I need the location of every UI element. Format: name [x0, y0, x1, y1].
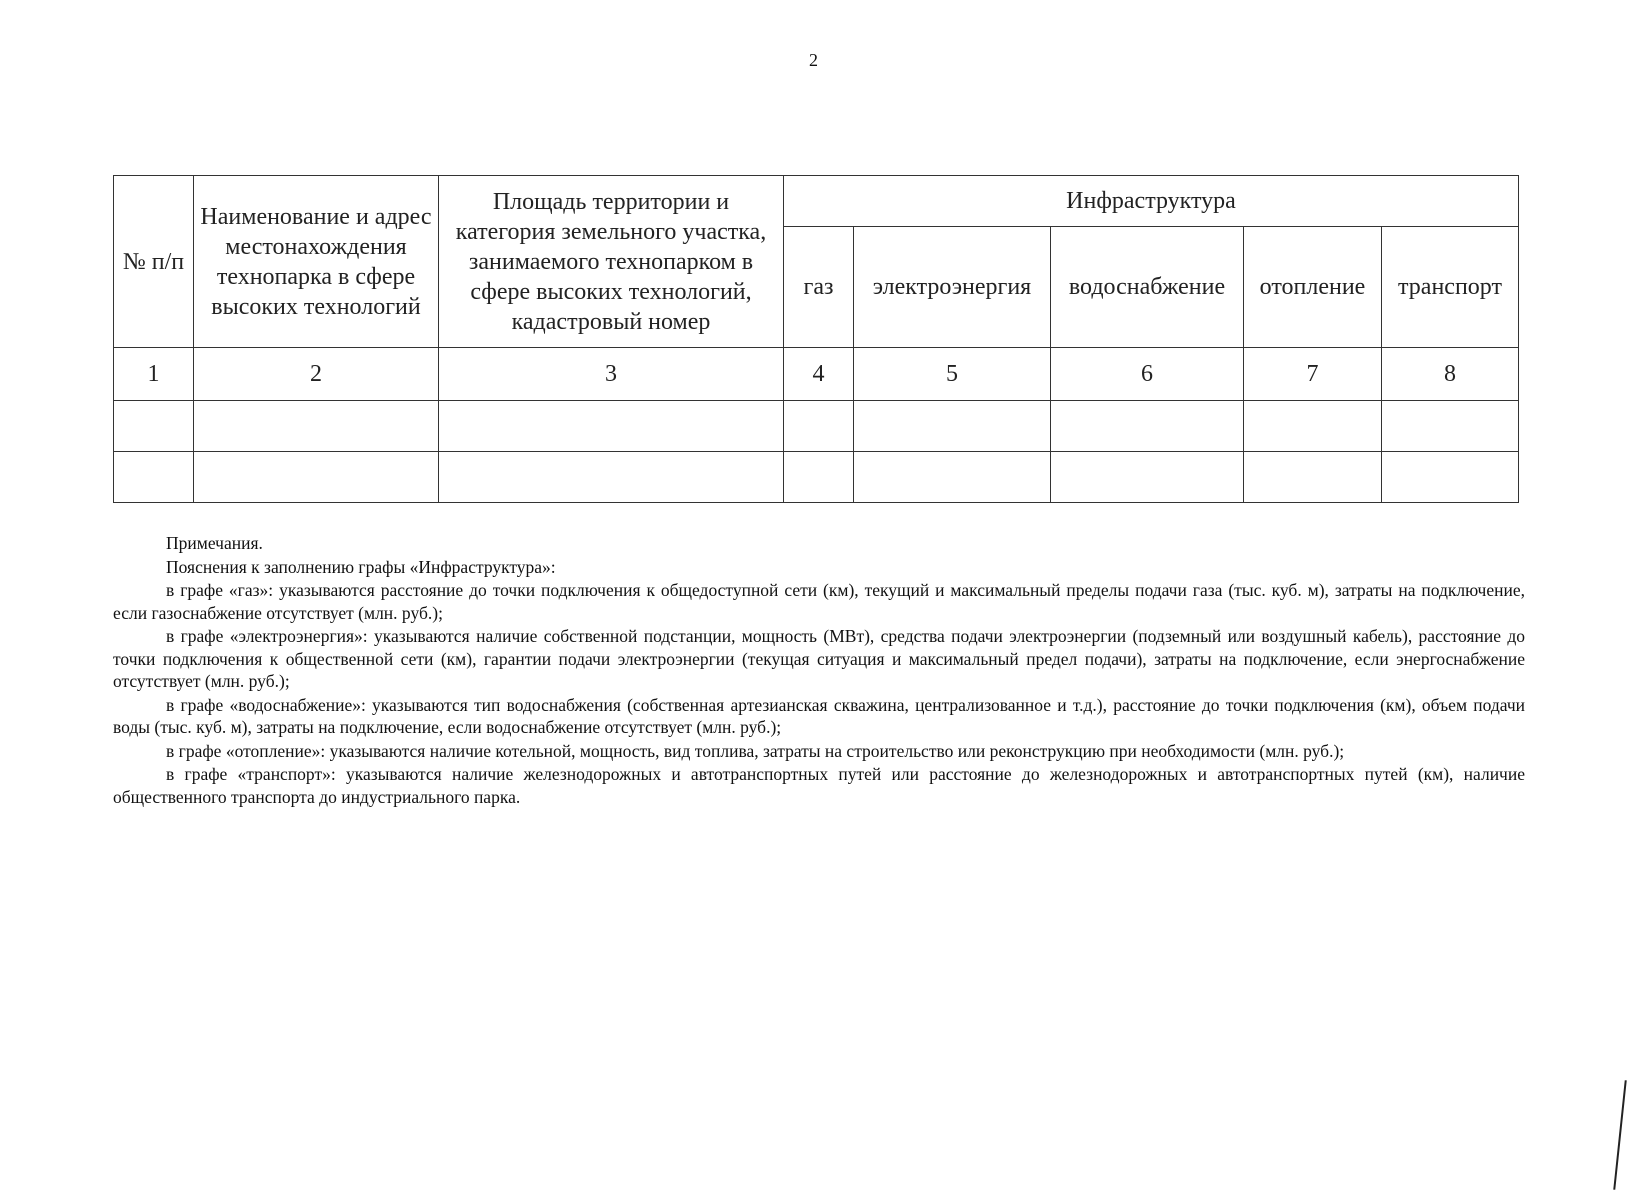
- column-number: 7: [1244, 348, 1382, 401]
- note-transport: в графе «транспорт»: указываются наличие железнодорожных и автотранспортных путей или расстояние до железнодорожных и автотранспортных путей (км), наличие общественного транспорта до индустриального парка.: [113, 764, 1525, 807]
- empty-cell: [1244, 401, 1382, 452]
- empty-cell: [194, 401, 439, 452]
- column-number: 2: [194, 348, 439, 401]
- empty-cell: [1244, 452, 1382, 503]
- column-number-row: [114, 348, 1519, 401]
- empty-cell: [854, 452, 1051, 503]
- notes-section: [113, 532, 1525, 809]
- notes-title: Примечания.: [166, 533, 263, 553]
- empty-cell: [439, 452, 784, 503]
- column-number: 5: [854, 348, 1051, 401]
- empty-cell: [1382, 452, 1519, 503]
- header-water: водоснабжение: [1051, 227, 1244, 348]
- column-number: 4: [784, 348, 854, 401]
- page-number: 2: [809, 50, 818, 70]
- empty-cell: [114, 401, 194, 452]
- empty-cell: [1382, 401, 1519, 452]
- header-name-address: Наименование и адрес местонахождения технопарка в сфере высоких технологий: [194, 176, 439, 348]
- empty-cell: [784, 452, 854, 503]
- header-heating: отопление: [1244, 227, 1382, 348]
- empty-cell: [114, 452, 194, 503]
- notes-subtitle: Пояснения к заполнению графы «Инфраструктура»:: [166, 556, 556, 577]
- note-water: в графе «водоснабжение»: указываются тип водоснабжения (собственная артезианская скважина, централизованное и т.д.), расстояние до точки подключения (км), объем подачи воды (тыс. куб. м), затраты на подключение, если водоснабжение отсутствует (млн. руб.);: [113, 694, 1525, 737]
- column-number: 8: [1382, 348, 1519, 401]
- empty-cell: [194, 452, 439, 503]
- column-number: 3: [439, 348, 784, 401]
- empty-row: [114, 401, 1519, 452]
- note-electricity: в графе «электроэнергия»: указываются наличие собственной подстанции, мощность (МВт), средства подачи электроэнергии (подземный или воздушный кабель), расстояние до точки подключения к общественной сети (км), гарантии подачи электроэнергии (текущая ситуация и максимальный предел подачи), затраты на подключение, если энергоснабжение отсутствует (млн. руб.);: [113, 626, 1525, 691]
- header-transport: транспорт: [1382, 227, 1519, 348]
- column-number: 6: [1051, 348, 1244, 401]
- header-area-category: Площадь территории и категория земельного участка, занимаемого технопарком в сфере высоких технологий, кадастровый номер: [439, 176, 784, 348]
- empty-row: [114, 452, 1519, 503]
- note-heating: в графе «отопление»: указываются наличие котельной, мощность, вид топлива, затраты на строительство или реконструкцию при необходимости (млн. руб.);: [166, 740, 1345, 761]
- column-number: 1: [114, 348, 194, 401]
- header-infrastructure: Инфраструктура: [784, 176, 1519, 227]
- empty-cell: [1051, 452, 1244, 503]
- header-gas: газ: [784, 227, 854, 348]
- note-gas: в графе «газ»: указываются расстояние до точки подключения к общедоступной сети (км), текущий и максимальный пределы подачи газа (тыс. куб. м), затраты на подключение, если газоснабжение отсутствует (млн. руб.);: [113, 580, 1525, 623]
- empty-cell: [784, 401, 854, 452]
- empty-cell: [1051, 401, 1244, 452]
- header-num: № п/п: [114, 176, 194, 348]
- empty-cell: [854, 401, 1051, 452]
- technopark-table: [113, 175, 1519, 503]
- header-electricity: электроэнергия: [854, 227, 1051, 348]
- header-row: [114, 176, 1519, 227]
- scan-edge-mark: [1613, 1080, 1626, 1190]
- empty-cell: [439, 401, 784, 452]
